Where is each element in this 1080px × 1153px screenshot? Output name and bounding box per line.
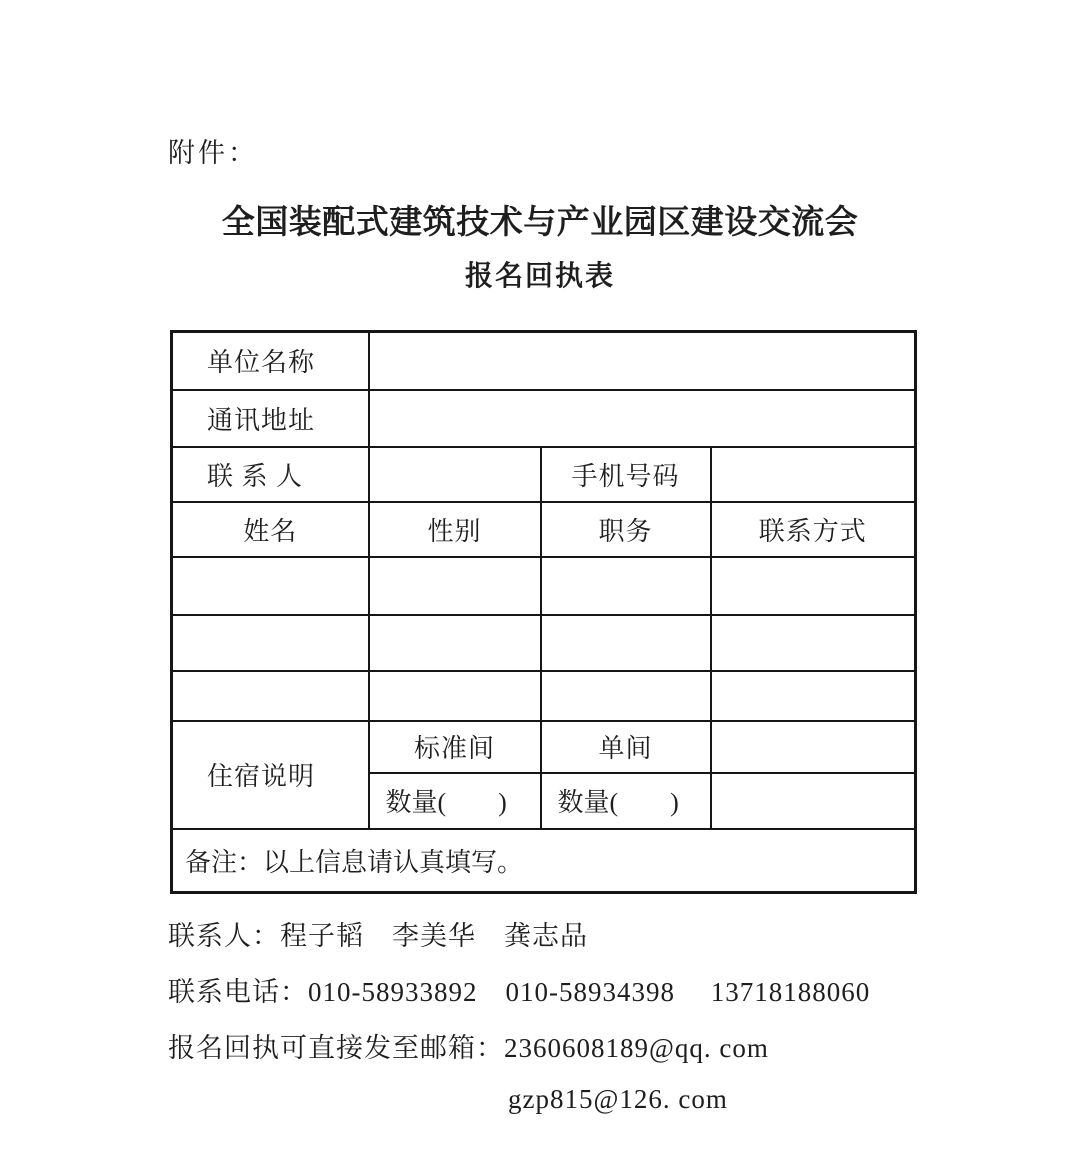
empty-cell	[369, 557, 541, 615]
phone-line: 联系电话：010-58933892 010-58934398 13718188060	[168, 977, 871, 1007]
table-row-unit-name	[172, 332, 916, 390]
email-line: 报名回执可直接发至邮箱：2360608189@qq. com	[168, 1033, 769, 1063]
note-text: 备注：以上信息请认真填写。	[172, 829, 916, 893]
empty-cell	[711, 615, 916, 671]
standard-room-label: 标准间	[369, 721, 541, 773]
table-header-row	[172, 502, 916, 557]
contacts-line: 联系人：程子韬 李美华 龚志品	[168, 921, 588, 951]
table-empty-row-2	[172, 615, 916, 671]
contact-person-label: 联 系 人	[172, 447, 369, 502]
header-name: 姓名	[172, 502, 369, 557]
registration-form-table	[170, 330, 917, 894]
empty-cell	[172, 557, 369, 615]
table-empty-row-3	[172, 671, 916, 721]
empty-cell	[711, 557, 916, 615]
unit-name-value-cell	[369, 332, 916, 390]
empty-cell	[541, 615, 711, 671]
empty-cell	[369, 671, 541, 721]
mobile-label: 手机号码	[541, 447, 711, 502]
email-line-2: gzp815@126. com	[508, 1084, 728, 1114]
qty-value-cell	[711, 773, 916, 829]
address-value-cell	[369, 390, 916, 447]
empty-cell	[172, 615, 369, 671]
empty-cell	[711, 671, 916, 721]
empty-cell	[541, 671, 711, 721]
table-empty-row-1	[172, 557, 916, 615]
header-contact-method: 联系方式	[711, 502, 916, 557]
accommodation-label: 住宿说明	[172, 721, 369, 829]
header-position: 职务	[541, 502, 711, 557]
room-value-cell	[711, 721, 916, 773]
empty-cell	[369, 615, 541, 671]
mobile-value-cell	[711, 447, 916, 502]
attachment-label: 附件：	[168, 138, 258, 168]
table-row-contact-person	[172, 447, 916, 502]
page-subtitle: 报名回执表	[464, 261, 615, 292]
header-gender: 性别	[369, 502, 541, 557]
single-room-label: 单间	[541, 721, 711, 773]
unit-name-label: 单位名称	[172, 332, 369, 390]
empty-cell	[172, 671, 369, 721]
single-qty-label: 数量( )	[541, 773, 711, 829]
table-row-note	[172, 829, 916, 893]
contact-person-value-cell	[369, 447, 541, 502]
page-title: 全国装配式建筑技术与产业园区建设交流会	[221, 205, 859, 241]
standard-qty-label: 数量( )	[369, 773, 541, 829]
empty-cell	[541, 557, 711, 615]
address-label: 通讯地址	[172, 390, 369, 447]
table-row-address	[172, 390, 916, 447]
table-row-room-types	[172, 721, 916, 773]
